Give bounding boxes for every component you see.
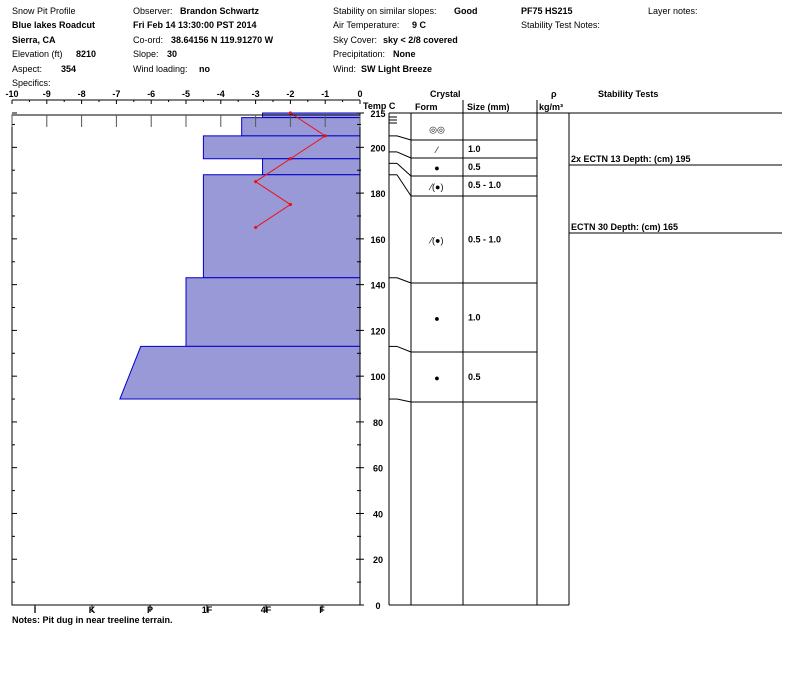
datetime: Fri Feb 14 13:30:00 PST 2014 <box>133 20 257 30</box>
crystal-size: 0.5 <box>468 162 481 172</box>
height-tick-label: 20 <box>372 555 384 566</box>
air-temp-value: 9 C <box>412 20 427 30</box>
temperature-point <box>289 157 292 160</box>
hardness-profile <box>120 113 360 399</box>
size-column-header: Size (mm) <box>467 102 510 112</box>
form-column-header: Form <box>415 102 438 112</box>
chart-frame <box>12 100 782 605</box>
stability-value: Good <box>454 6 478 16</box>
layer-connector <box>397 346 411 352</box>
wind-loading-label: Wind loading: <box>133 64 188 74</box>
temp-tick-label: -2 <box>286 89 295 99</box>
layer-connector <box>397 163 411 176</box>
sky-value: sky < 2/8 covered <box>383 35 458 45</box>
crystal-form: ⁄(●) <box>430 235 444 246</box>
hardness-tick-label: K <box>88 605 96 615</box>
density-unit: kg/m³ <box>539 102 564 112</box>
aspect-label: Aspect: <box>12 64 43 74</box>
height-tick-label: 215 <box>370 109 386 119</box>
crystal-size: 1.0 <box>468 144 481 154</box>
coord-value: 38.64156 N 119.91270 W <box>171 35 274 45</box>
crystal-column-header: Crystal <box>430 89 461 99</box>
height-tick-label: 200 <box>370 143 386 154</box>
slope-value: 30 <box>167 49 178 59</box>
temp-tick-label: -9 <box>42 89 51 99</box>
temperature-point <box>254 226 257 229</box>
hardness-tick-label: I <box>33 605 37 615</box>
elevation-value: 8210 <box>76 49 97 59</box>
hardness-tick-label: P <box>146 605 154 615</box>
height-tick-label: 80 <box>372 417 384 428</box>
crystal-form: ⁄ <box>436 145 438 155</box>
observer-value: Brandon Schwartz <box>180 6 260 16</box>
wind-loading-value: no <box>199 64 210 74</box>
layer-connector <box>397 175 411 196</box>
hardness-layer-bar <box>120 346 360 399</box>
location: Blue lakes Roadcut <box>12 20 96 30</box>
aspect-value: 354 <box>61 64 77 74</box>
temperature-point <box>289 111 292 114</box>
hardness-layer-bar <box>203 136 360 159</box>
layer-connector <box>397 278 411 283</box>
temp-tick-label: -5 <box>181 89 191 99</box>
crystal-form: ● <box>434 163 440 173</box>
temperature-point <box>289 203 292 206</box>
crystal-size: 1.0 <box>468 312 481 323</box>
coord-label: Co-ord: <box>133 35 164 45</box>
stability-test-label: ECTN 30 Depth: (cm) 165 <box>571 222 679 232</box>
height-tick-label: 40 <box>372 509 384 520</box>
stability-test-label: 2x ECTN 13 Depth: (cm) 195 <box>571 154 691 164</box>
height-tick-label: 60 <box>372 463 384 474</box>
temp-tick-label: -10 <box>5 89 19 99</box>
stability-label: Stability on similar slopes: <box>333 6 437 16</box>
crystal-table <box>389 117 782 402</box>
temp-tick-label: -1 <box>321 89 330 99</box>
precip-value: None <box>393 49 416 59</box>
height-tick-label: 100 <box>370 372 386 383</box>
layer-connector <box>397 399 411 402</box>
specifics-label: Specifics: <box>12 78 51 88</box>
height-tick-label: 140 <box>370 280 386 291</box>
page-title: Snow Pit Profile <box>12 6 76 16</box>
hardness-layer-bar <box>203 175 360 278</box>
crystal-form: ⁄(●) <box>430 182 444 192</box>
hardness-layer-bar <box>263 159 360 175</box>
layer-connector <box>397 136 411 140</box>
hardness-tick-label: 1F <box>201 605 213 615</box>
crystal-size: 0.5 - 1.0 <box>468 234 502 245</box>
slope-label: Slope: <box>133 49 159 59</box>
temp-tick-label: -6 <box>147 89 156 99</box>
wind-label: Wind: <box>333 64 357 74</box>
height-tick-label: 0 <box>375 601 381 611</box>
crystal-size: 0.5 - 1.0 <box>468 180 502 190</box>
observer-label: Observer: <box>133 6 173 16</box>
pit-notes: Notes: Pit dug in near treeline terrain. <box>12 615 173 625</box>
temp-tick-label: -7 <box>112 89 121 99</box>
stability-tests-header: Stability Tests <box>598 89 659 99</box>
height-tick-label: 120 <box>370 326 386 337</box>
layer-connector <box>397 152 411 158</box>
density-column-header: ρ <box>551 89 557 99</box>
region: Sierra, CA <box>12 35 56 45</box>
layer-notes-label: Layer notes: <box>648 6 698 16</box>
temperature-point <box>324 134 327 137</box>
stability-notes-label: Stability Test Notes: <box>521 20 600 30</box>
hardness-layer-bar <box>186 278 360 347</box>
hardness-tick-label: F <box>319 605 325 615</box>
height-tick-label: 180 <box>370 189 386 200</box>
crystal-form: ● <box>434 313 440 324</box>
crystal-size: 0.5 <box>468 372 481 382</box>
pf-hs: PF75 HS215 <box>521 6 573 16</box>
temperature-point <box>254 180 257 183</box>
temp-tick-label: 0 <box>357 89 363 99</box>
wind-value: SW Light Breeze <box>361 64 433 74</box>
crystal-form: ● <box>434 373 440 383</box>
sky-label: Sky Cover: <box>333 35 378 45</box>
air-temp-label: Air Temperature: <box>333 20 400 30</box>
precip-label: Precipitation: <box>333 49 386 59</box>
elevation-label: Elevation (ft) <box>12 49 63 59</box>
crystal-form: ◎◎ <box>429 124 445 135</box>
height-tick-label: 160 <box>370 234 386 245</box>
temp-tick-label: -4 <box>216 89 225 99</box>
temp-tick-label: -8 <box>77 89 86 99</box>
temp-tick-label: -3 <box>251 89 260 99</box>
temp-column-header: Temp C <box>363 101 396 111</box>
hardness-tick-label: 4F <box>260 605 272 615</box>
